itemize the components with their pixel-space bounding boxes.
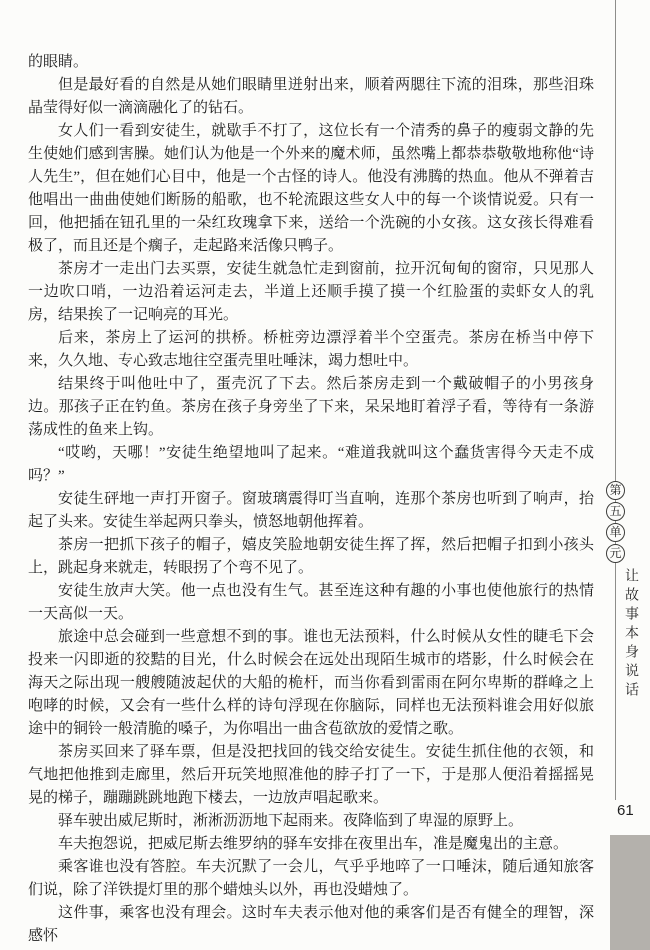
unit-badge-char: 元 (606, 544, 625, 563)
page-edge-shading (610, 835, 650, 950)
unit-badge-char: 第 (606, 481, 625, 500)
paragraph: 茶房买回来了驿车票，但是没把找回的钱交给安徒生。安徒生抓住他的衣领，和气地把他推到走廊里，然后开玩笑地照准他的脖子打了一下，于是那人便沿着摇摇晃晃的梯子，蹦蹦跳跳地跑下楼去，一边放声唱起歌来。 (28, 744, 594, 806)
paragraph: 车夫抱怨说，把威尼斯去维罗纳的驿车安排在夜里出车，准是魔鬼出的主意。 (58, 836, 569, 852)
paragraph: 后来，茶房上了运河的拱桥。桥桩旁边漂浮着半个空蛋壳。茶房在桥当中停下来，久久地、专心致志地往空蛋壳里吐唾沫，竭力想吐中。 (28, 330, 594, 369)
sidebar-rule (615, 0, 616, 800)
paragraph: “哎哟，天哪！”安徒生绝望地叫了起来。“难道我就叫这个蠢货害得今天走不成吗？” (28, 445, 594, 484)
paragraph: 女人们一看到安徒生，就歇手不打了，这位长有一个清秀的鼻子的瘦弱文静的先生使她们感到害臊。她们认为他是一个外来的魔术师，虽然嘴上都恭恭敬敬地称他“诗人先生”，但在她们心目中，他是一个古怪的诗人。他没有沸腾的热血。他从不弹着吉他唱出一曲曲使她们断肠的船歌，也不轮流跟这些女人中的每一个谈情说爱。只有一回，他把插在钮孔里的一朵红玫瑰拿下来，送给一个洗碗的小女孩。这女孩长得难看极了，而且还是个瘸子，走起路来活像只鸭子。 (28, 123, 594, 254)
unit-subtitle: 让故事本身说话 (623, 568, 638, 701)
unit-badge-char: 五 (606, 502, 625, 521)
paragraph: 驿车驶出威尼斯时，淅淅沥沥地下起雨来。夜降临到了卑湿的原野上。 (58, 813, 524, 829)
paragraph: 这件事，乘客也没有理会。这时车夫表示他对他的乘客们是否有健全的理智，深感怀 (28, 905, 594, 944)
paragraph: 但是最好看的自然是从她们眼睛里迸射出来，顺着两腮往下流的泪珠，那些泪珠晶莹得好似一滴滴融化了的钻石。 (28, 77, 594, 116)
paragraph: 茶房一把抓下孩子的帽子，嬉皮笑脸地朝安徒生挥了挥，然后把帽子扣到小孩头上，跳起身来就走，转眼拐了个弯不见了。 (28, 537, 594, 576)
unit-badge-char: 单 (606, 523, 625, 542)
paragraph: 乘客谁也没有答腔。车夫沉默了一会儿，气乎乎地啐了一口唾沫，随后通知旅客们说，除了洋铁提灯里的那个蜡烛头以外，再也没蜡烛了。 (28, 859, 594, 898)
paragraph: 的眼睛。 (28, 54, 89, 70)
page-body (28, 51, 594, 948)
paragraph: 安徒生放声大笑。他一点也没有生气。甚至连这种有趣的小事也使他旅行的热情一天高似一天。 (28, 583, 594, 622)
paragraph: 旅途中总会碰到一些意想不到的事。谁也无法预料，什么时候从女性的睫毛下会投来一闪即逝的狡黠的目光，什么时候会在远处出现陌生城市的塔影，什么时候会在海天之际出现一艘艘随波起伏的大船的桅杆，而当你看到雷雨在阿尔卑斯的群峰之上咆哮的时候，又会有一些什么样的诗句浮现在你脑际，同样也无法预料谁会用好似旅途中的铜铃一般清脆的嗓子，为你唱出一曲含苞欲放的爱情之歌。 (28, 629, 594, 737)
paragraph: 安徒生砰地一声打开窗子。窗玻璃震得叮当直响，连那个茶房也听到了响声，抬起了头来。安徒生举起两只拳头，愤怒地朝他挥着。 (28, 491, 594, 530)
paragraph: 结果终于叫他吐中了，蛋壳沉了下去。然后茶房走到一个戴破帽子的小男孩身边。那孩子正在钓鱼。茶房在孩子身旁坐了下来，呆呆地盯着浮子看，等待有一条游荡成性的鱼来上钩。 (28, 376, 594, 438)
page-number: 61 (617, 802, 634, 819)
paragraph: 茶房才一走出门去买票，安徒生就急忙走到窗前，拉开沉甸甸的窗帘，只见那人一边吹口哨，一边沿着运河走去，半道上还顺手摸了摸一个红脸蛋的卖虾女人的乳房，结果挨了一记响亮的耳光。 (28, 261, 594, 323)
unit-badge (606, 481, 625, 563)
